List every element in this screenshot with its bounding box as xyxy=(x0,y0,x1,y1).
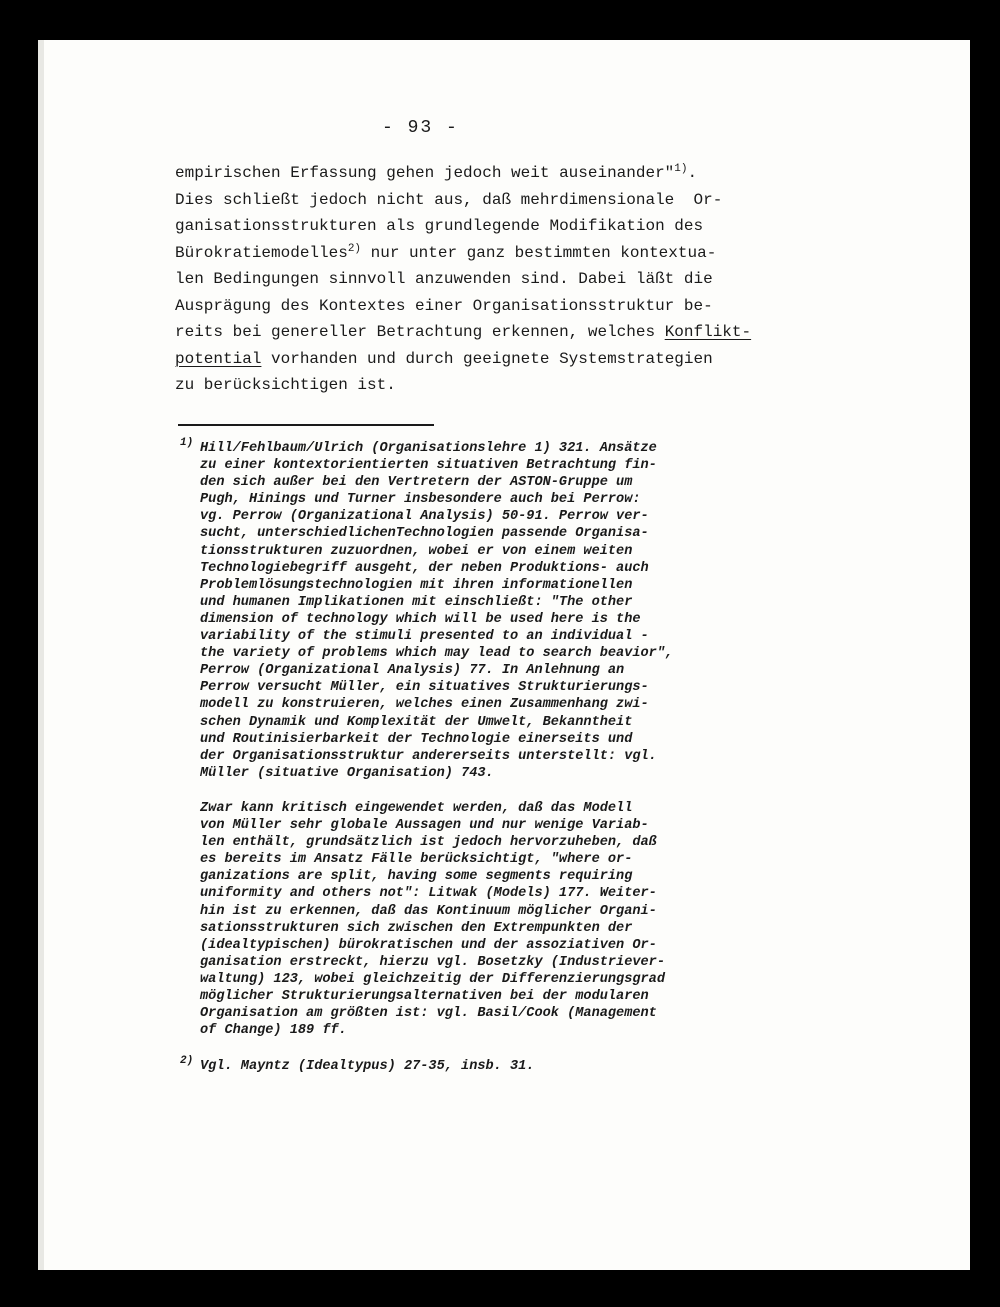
footnote-separator xyxy=(178,424,434,426)
footnote-line: Müller (situative Organisation) 743. xyxy=(200,765,494,781)
body-line xyxy=(175,319,795,346)
footnote-line: Hill/Fehlbaum/Ulrich (Organisationslehre 1) 321. Ansätze xyxy=(200,441,657,456)
footnote-1-lines xyxy=(180,440,800,782)
underlined-term: Konflikt- xyxy=(664,323,752,341)
footnote-line: tionsstrukturen zuzuordnen, wobei er von einem weiten xyxy=(200,543,633,559)
footnote-line: of Change) 189 ff. xyxy=(200,1023,347,1039)
footnote-line: Technologiebegriff ausgeht, der neben Produktions- auch xyxy=(200,560,649,576)
footnote-line: hin ist zu erkennen, daß das Kontinuum möglicher Organi- xyxy=(200,903,657,919)
footnote-line: variability of the stimuli presented to an individual - xyxy=(200,629,649,645)
footnote-line: vg. Perrow (Organizational Analysis) 50-91. Perrow ver- xyxy=(200,509,649,525)
footnote-marker: 2) xyxy=(180,1055,194,1067)
body-line: zu berücksichtigen ist. xyxy=(175,376,396,394)
body-line-end: . xyxy=(687,164,698,182)
footnote-1 xyxy=(180,437,800,782)
body-line-text: reits bei genereller Betrachtung erkennen, welches xyxy=(175,323,665,341)
footnote-line: Perrow (Organizational Analysis) 77. In Anlehnung an xyxy=(200,663,625,679)
body-line: ganisationsstrukturen als grundlegende Modifikation des xyxy=(175,217,704,235)
footnote-1-continuation-lines xyxy=(180,800,800,1039)
footnote-line: den sich außer bei den Vertretern der ASTON-Gruppe um xyxy=(200,475,633,491)
footnote-line: und Routinisierbarkeit der Technologie einerseits und xyxy=(200,731,633,747)
body-line-text: empirischen Erfassung gehen jedoch weit auseinander" xyxy=(175,164,675,182)
body-line-text: Bürokratiemodelles xyxy=(175,243,348,262)
footnote-line: waltung) 123, wobei gleichzeitig der Differenzierungsgrad xyxy=(200,971,665,987)
footnote-line: the variety of problems which may lead to search beavior", xyxy=(200,646,674,662)
footnote-marker: 1) xyxy=(180,437,194,449)
footnote-line: von Müller sehr globale Aussagen und nur wenige Variab- xyxy=(200,818,649,834)
footnote-line: zu einer kontextorientierten situativen Betrachtung fin- xyxy=(200,458,657,474)
body-line: len Bedingungen sinnvoll anzuwenden sind. Dabei läßt die xyxy=(175,270,713,288)
footnote-line: und humanen Implikationen mit einschließt: "The other xyxy=(200,594,633,610)
underlined-term: potential xyxy=(175,349,262,368)
footnote-line: der Organisationsstruktur andererseits unterstellt: vgl. xyxy=(200,748,657,764)
footnote-line: ganizations are split, having some segments requiring xyxy=(200,869,633,885)
body-line-text: vorhanden und durch geeignete Systemstrategien xyxy=(261,349,713,368)
footnote-line: Problemlösungstechnologien mit ihren informationellen xyxy=(200,577,633,593)
body-line-text: nur unter ganz bestimmten kontextua- xyxy=(361,243,717,262)
footnote-2 xyxy=(180,1055,800,1075)
footnote-line: len enthält, grundsätzlich ist jedoch hervorzuheben, daß xyxy=(200,835,657,851)
footnote-1-continuation xyxy=(180,800,800,1039)
footnote-line: Vgl. Mayntz (Idealtypus) 27-35, insb. 31. xyxy=(200,1059,535,1074)
footnote-ref-1[interactable]: 1) xyxy=(674,163,688,175)
footnote-line: Pugh, Hinings und Turner insbesondere auch bei Perrow: xyxy=(200,492,641,508)
footnote-line: sationsstrukturen sich zwischen den Extrempunkten der xyxy=(200,920,633,936)
body-line xyxy=(175,240,795,267)
footnote-line: uniformity and others not": Litwak (Models) 177. Weiter- xyxy=(200,886,657,902)
footnote-line: (idealtypischen) bürokratischen und der assoziativen Or- xyxy=(200,937,657,953)
footnote-line: ganisation erstreckt, hierzu vgl. Bosetzky (Industriever- xyxy=(200,954,665,970)
footnote-line: schen Dynamik und Komplexität der Umwelt, Bekanntheit xyxy=(200,714,633,730)
footnote-line: Zwar kann kritisch eingewendet werden, daß das Modell xyxy=(200,801,633,816)
footnote-line: es bereits im Ansatz Fälle berücksichtigt, "where or- xyxy=(200,852,633,868)
footnote-line: modell zu konstruieren, welches einen Zusammenhang zwi- xyxy=(200,697,649,713)
footnote-line: möglicher Strukturierungsalternativen bei der modularen xyxy=(200,989,649,1005)
footnote-ref-2[interactable]: 2) xyxy=(347,242,362,255)
footnote-line: Perrow versucht Müller, ein situatives Strukturierungs- xyxy=(200,680,649,696)
body-line: Ausprägung des Kontextes einer Organisationsstruktur be- xyxy=(175,296,713,315)
page-number: - 93 - xyxy=(382,118,459,138)
footnote-line: sucht, unterschiedlichenTechnologien passende Organisa- xyxy=(200,526,649,542)
body-paragraph xyxy=(175,160,795,399)
body-line xyxy=(175,160,795,187)
footnote-line: Organisation am größten ist: vgl. Basil/Cook (Management xyxy=(200,1006,657,1022)
footnote-line: dimension of technology which will be used here is the xyxy=(200,611,641,627)
body-line xyxy=(175,346,795,373)
body-line: Dies schließt jedoch nicht aus, daß mehrdimensionale Or- xyxy=(175,190,723,209)
